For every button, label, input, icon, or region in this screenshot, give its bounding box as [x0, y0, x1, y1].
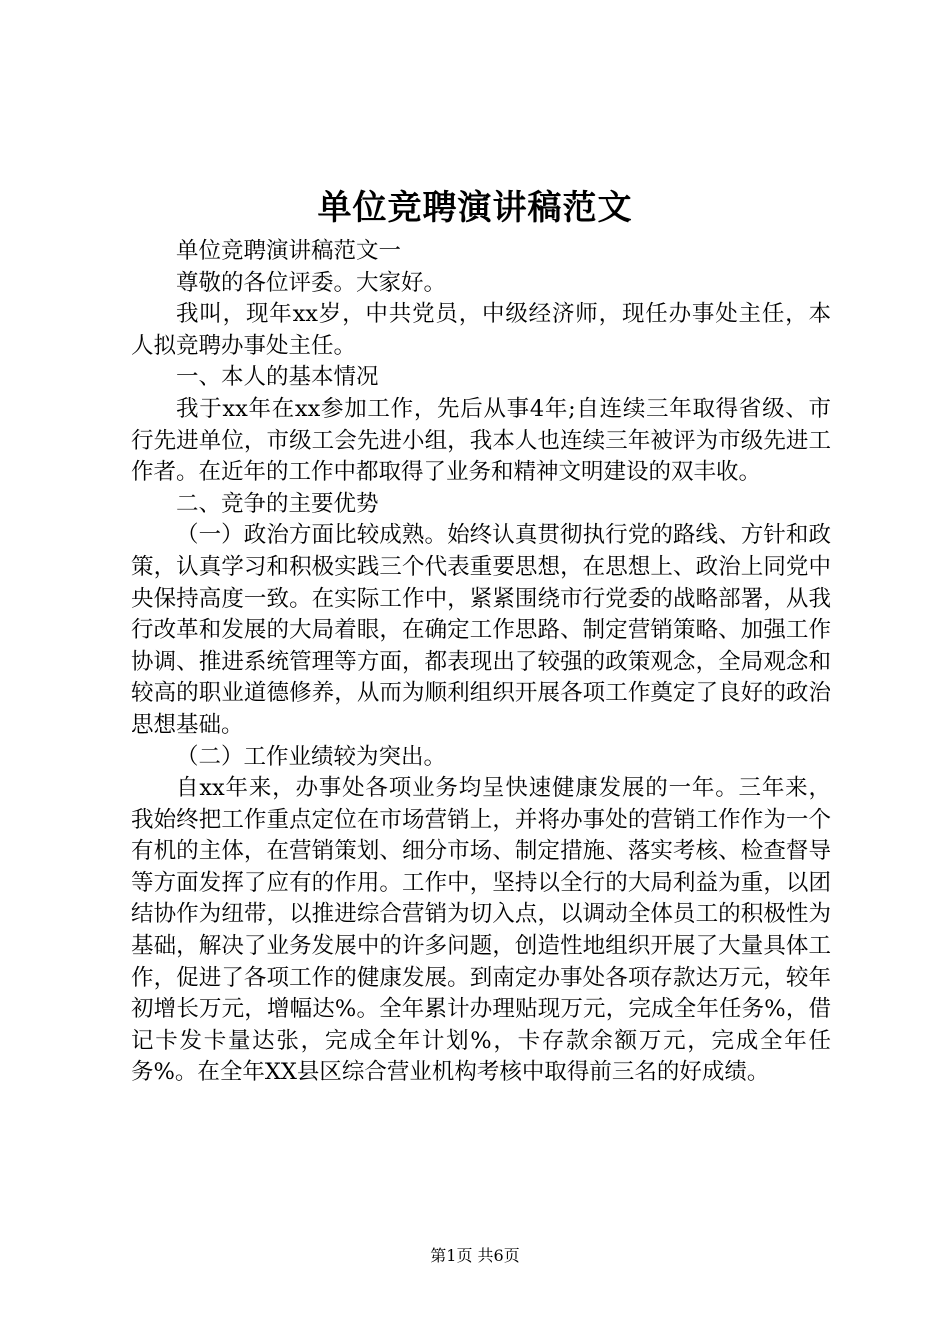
paragraph-heading: 单位竞聘演讲稿范文一: [176, 238, 402, 264]
paragraph-greeting: 尊敬的各位评委。大家好。: [176, 269, 447, 296]
paragraph-basic-info: 我于xx年在xx参加工作，先后从事4年;自连续三年取得省级、市行先进单位，市级工会先进小组，我本人也连续三年被评为市级先进工作者。在近年的工作中都取得了业务和精神文明建设的双丰收。: [131, 395, 831, 486]
paragraph-political: （一）政治方面比较成熟。始终认真贯彻执行党的路线、方针和政策，认真学习和积极实践三个代表重要思想，在思想上、政治上同党中央保持高度一致。在实际工作中，紧紧围绕市行党委的战略部署，从我行改革和发展的大局着眼，在确定工作思路、制定营销策略、加强工作协调、推进系统管理等方面，都表现出了较强的政策观念，全局观念和较高的职业道德修养，从而为顺利组织开展各项工作奠定了良好的政治思想基础。: [131, 522, 831, 738]
section-heading-advantages: 二、竞争的主要优势: [176, 490, 379, 517]
page-footer: 第1页 共6页: [430, 1246, 520, 1265]
document-title: 单位竞聘演讲稿范文: [317, 188, 633, 228]
section-heading-basic-info: 一、本人的基本情况: [176, 364, 379, 391]
paragraph-performance: 自xx年来，办事处各项业务均呈快速健康发展的一年。三年来，我始终把工作重点定位在市场营销上，并将办事处的营销工作作为一个有机的主体，在营销策划、细分市场、制定措施、落实考核、检查督导等方面发挥了应有的作用。工作中，坚持以全行的大局利益为重，以团结协作为纽带，以推进综合营销为切入点，以调动全体员工的积极性为基础，解决了业务发展中的许多问题，创造性地组织开展了大量具体工作，促进了各项工作的健康发展。到南定办事处各项存款达万元，较年初增长万元，增幅达%。全年累计办理贴现万元，完成全年任务%，借记卡发卡量达张，完成全年计划%，卡存款余额万元，完成全年任务%。在全年XX县区综合营业机构考核中取得前三名的好成绩。: [131, 775, 831, 1086]
paragraph-introduction: 我叫，现年xx岁，中共党员，中级经济师，现任办事处主任，本人拟竞聘办事处主任。: [131, 301, 831, 359]
subheading-performance: （二）工作业绩较为突出。: [176, 743, 447, 770]
document-body: [131, 236, 831, 1089]
